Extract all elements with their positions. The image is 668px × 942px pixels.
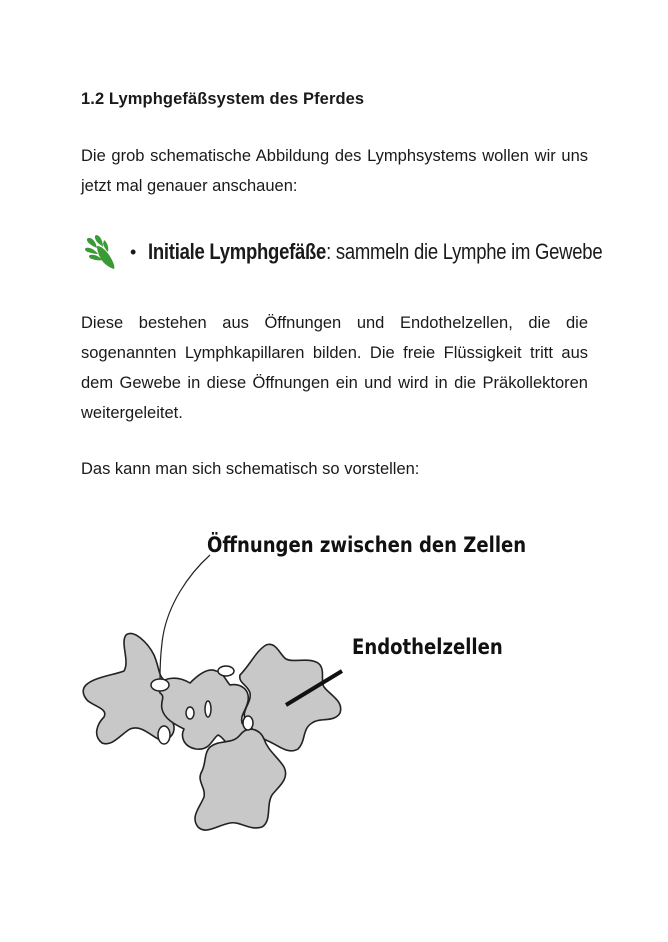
endothelial-cells-illustration [80,525,600,840]
schema-intro-paragraph: Das kann man sich schematisch so vorstellen: [81,460,420,478]
explanation-paragraph: Diese bestehen aus Öffnungen und Endothelzellen, die die sogenannten Lymphkapillaren bilden. Die freie Flüssigkeit tritt aus dem Gewebe in diese Öffnungen ein und wird in die Präkollektoren weitergeleitet. [81,314,588,422]
bullet-text [148,239,602,265]
bullet-item [84,232,624,272]
bullet-description: : sammeln die Lymphe im Gewebe [326,239,603,264]
bullet-point: • [130,242,137,262]
endothelial-cells-label: Endothelzellen [352,635,503,659]
lymph-capillary-diagram [80,525,600,840]
intro-paragraph: Die grob schematische Abbildung des Lymphsystems wollen wir uns jetzt mal genauer anschauen: [81,147,588,195]
bullet-term: Initiale Lymphgefäße [148,239,327,264]
section-heading: 1.2 Lymphgefäßsystem des Pferdes [81,90,365,108]
hand-icon [84,234,118,270]
openings-label: Öffnungen zwischen den Zellen [207,533,527,557]
